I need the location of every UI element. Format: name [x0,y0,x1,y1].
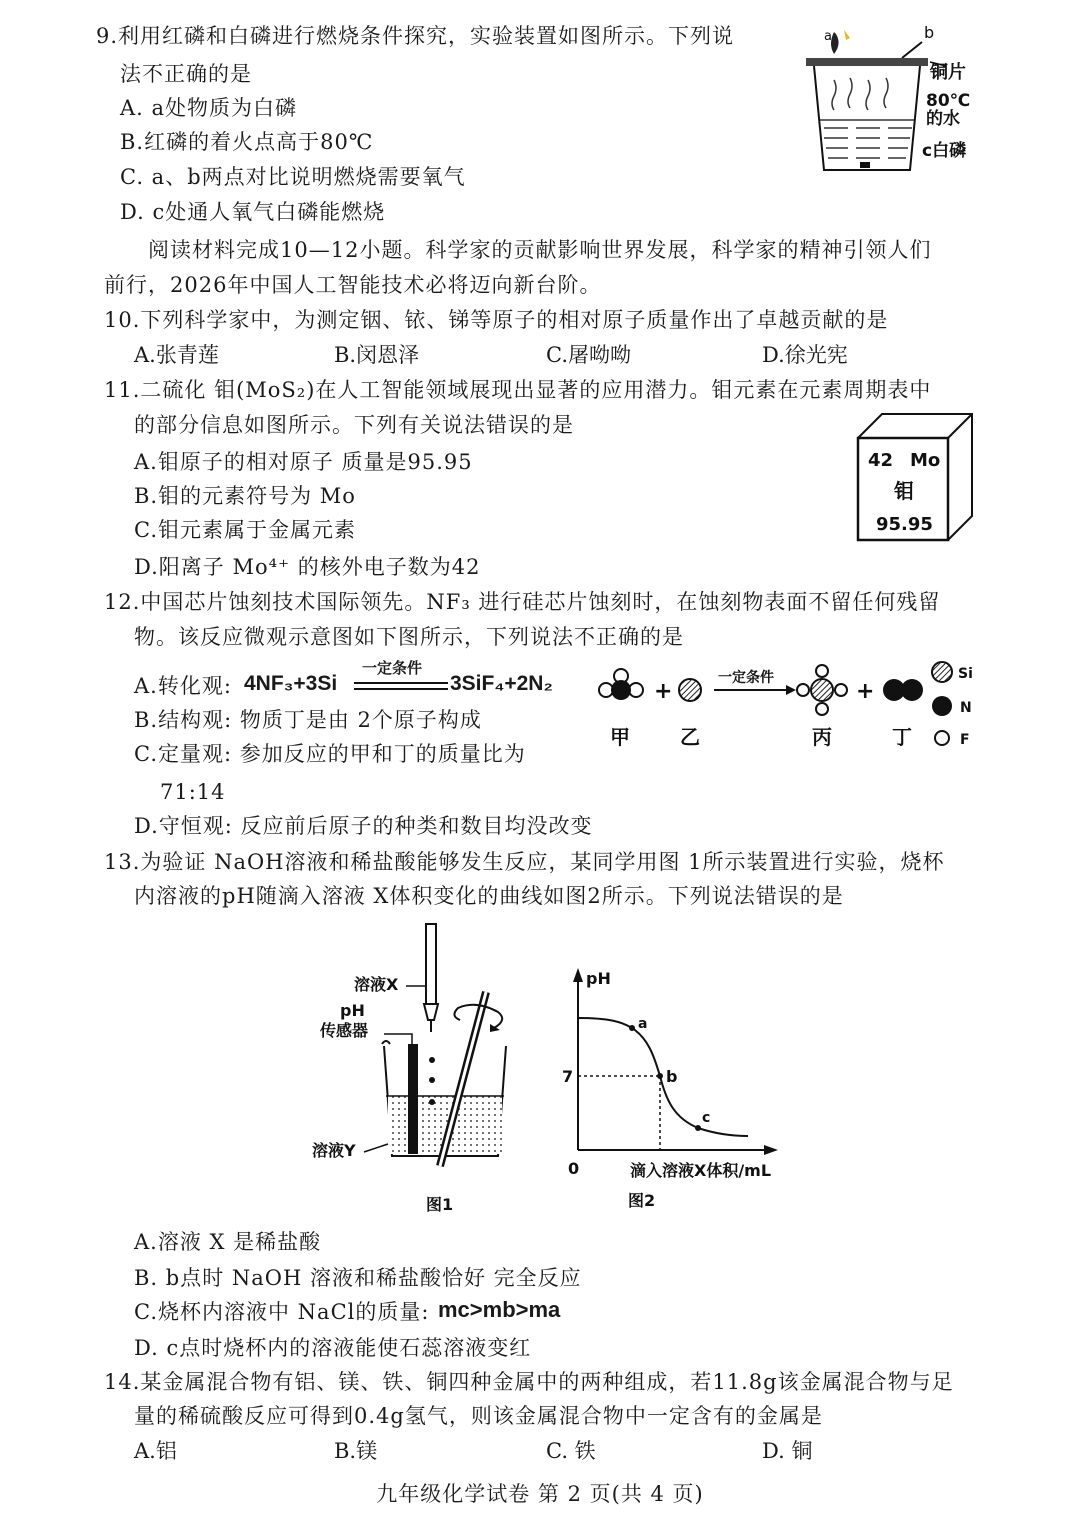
q13-stem-line1: 13.为验证 NaOH溶液和稀盐酸能够发生反应，某同学用图 1所示装置进行实验，烧杯 [104,850,945,874]
fig2-ph-curve-line [578,1018,748,1136]
q12-equation-equals [354,682,448,690]
fig2-point-a-label: a [638,1016,648,1032]
fig2-point-b-label: b [666,1067,678,1086]
label-yi: 乙 [680,725,700,749]
fig2-ylabel: pH [586,969,611,988]
label-ding: 丁 [892,725,912,749]
page-footer: 九年级化学试卷 第 2 页(共 4 页) [376,1482,704,1506]
fig2-seven: 7 [562,1067,574,1086]
element-mass: 95.95 [876,514,933,535]
q11-stem-line1: 11.二硫化 钼(MoS₂)在人工智能领域展现出显著的应用潜力。钼元素在元素周期表中 [104,378,932,402]
q9-option-a: A. a处物质为白磷 [120,96,298,120]
fig2-origin: 0 [568,1159,580,1178]
passage-line1: 阅读材料完成10—12小题。科学家的贡献影响世界发展，科学家的精神引领人们 [148,238,932,262]
fig1-solution-x: 溶液X [354,975,399,994]
q12-stem-line1: 12.中国芯片蚀刻技术国际领先。NF₃ 进行硅芯片蚀刻时，在蚀刻物表面不留任何残留 [104,590,941,614]
element-atomic-number: 42 [868,450,894,471]
label-bing: 丙 [812,725,832,749]
q13-option-a: A.溶液 X 是稀盐酸 [134,1230,322,1254]
q10-option-c: C.屠呦呦 [546,343,631,367]
fig-white-phosphorus: c白磷 [922,141,967,161]
fig-label-a: a [824,29,832,44]
reaction-arrow-condition: 一定条件 [718,670,774,686]
q11-stem-line2: 的部分信息如图所示。下列有关说法错误的是 [134,413,574,437]
molecule-ding-icon [883,679,923,701]
q11-option-a: A.钼原子的相对原子 质量是95.95 [134,450,473,474]
legend-n-label: N [960,700,972,716]
q10-option-a: A.张青莲 [134,343,219,367]
fig2-caption: 图2 [628,1191,656,1210]
q12-equation-left: 4NF₃+3Si [244,672,338,695]
reaction-micro-diagram [590,656,982,756]
fig2-point-b [657,1073,663,1079]
legend-si-label: Si [958,666,973,682]
fig1-ph-label: pH [340,1001,365,1020]
q12-equation-condition: 一定条件 [362,659,423,677]
fig-water-label: 的水 [926,109,960,129]
fig2-xlabel: 滴入溶液X体积/mL [630,1161,772,1180]
q9-option-d: D. c处通人氧气白磷能燃烧 [120,200,386,224]
molecule-jia-icon [599,669,643,700]
reaction-plus-2: + [856,679,875,704]
q9-apparatus-figure [790,20,980,180]
q12-equation-right: 3SiF₄+2N₂ [450,672,553,695]
q10-stem: 10.下列科学家中，为测定铟、铱、锑等原子的相对原子质量作出了卓越贡献的是 [104,308,889,332]
legend-f-icon [935,731,949,745]
q13-option-c-prefix: C.烧杯内溶液中 NaCl的质量: [134,1300,430,1324]
legend-si-icon [932,662,952,682]
q12-stem-line2: 物。该反应微观示意图如下图所示，下列说法不正确的是 [134,625,684,649]
fig1-solution-y: 溶液Y [312,1141,356,1160]
q12-option-c: C.定量观: 参加反应的甲和丁的质量比为 [134,742,526,766]
q12-option-b: B.结构观: 物质丁是由 2个原子构成 [134,708,482,732]
q12-option-c-ratio: 71:14 [160,780,226,804]
element-tile-figure [856,412,976,544]
q13-option-d: D. c点时烧杯内的溶液能使石蕊溶液变红 [134,1336,532,1360]
q14-stem-line1: 14.某金属混合物有铝、镁、铁、铜四种金属中的两种组成，若11.8g该金属混合物与足 [104,1370,954,1394]
q13-figure-1-apparatus [300,920,530,1220]
fig1-sensor-label: 传感器 [320,1021,369,1040]
q13-option-b: B. b点时 NaOH 溶液和稀盐酸恰好 完全反应 [134,1266,582,1290]
reaction-plus-1: + [654,679,673,704]
element-symbol: Mo [910,450,941,471]
q11-option-b: B.钼的元素符号为 Mo [134,484,356,508]
q10-option-d: D.徐光宪 [762,343,848,367]
fig-copper-label: 铜片 [930,62,966,83]
q14-option-d: D. 铜 [762,1439,813,1463]
q10-option-b: B.闵恩泽 [334,343,420,367]
legend-n-icon [932,696,952,716]
fig2-point-c-label: c [702,1110,711,1126]
atom-yi-icon [679,679,701,701]
fig-water-temp: 80℃ [926,91,971,111]
molecule-bing-icon [797,665,847,715]
q14-option-b: B.镁 [334,1439,378,1463]
q9-stem-line2: 法不正确的是 [120,62,252,86]
q11-option-c: C.钼元素属于金属元素 [134,518,356,542]
fig-label-b: b [924,23,935,42]
q11-option-d: D.阳离子 Mo⁴⁺ 的核外电子数为42 [134,555,481,579]
q12-option-d: D.守恒观: 反应前后原子的种类和数目均没改变 [134,814,593,838]
q9-option-b: B.红磷的着火点高于80℃ [120,130,374,154]
q14-option-c: C. 铁 [546,1439,596,1463]
q13-stem-line2: 内溶液的pH随滴入溶液 X体积变化的曲线如图2所示。下列说法错误的是 [134,884,844,908]
q14-option-a: A.铝 [134,1439,177,1463]
element-name: 钼 [894,479,914,503]
flame-icon [831,32,839,54]
q13-option-c-expression: mc>mb>ma [438,1297,561,1322]
fig2-point-c [695,1125,701,1131]
fig1-caption: 图1 [426,1195,454,1214]
q9-option-c: C. a、b两点对比说明燃烧需要氧气 [120,165,466,189]
passage-line2: 前行，2026年中国人工智能技术必将迈向新台阶。 [104,273,602,297]
q13-figure-2-ph-curve [560,960,810,1220]
q12-option-a-prefix: A.转化观: [134,674,232,698]
label-jia: 甲 [610,725,630,749]
q14-stem-line2: 量的稀硫酸反应可得到0.4g氢气，则该金属混合物中一定含有的金属是 [134,1404,823,1428]
q9-stem-line1: 9.利用红磷和白磷进行燃烧条件探究，实验装置如图所示。下列说 [96,24,735,48]
legend-f-label: F [960,732,970,748]
fig2-point-a [629,1025,635,1031]
